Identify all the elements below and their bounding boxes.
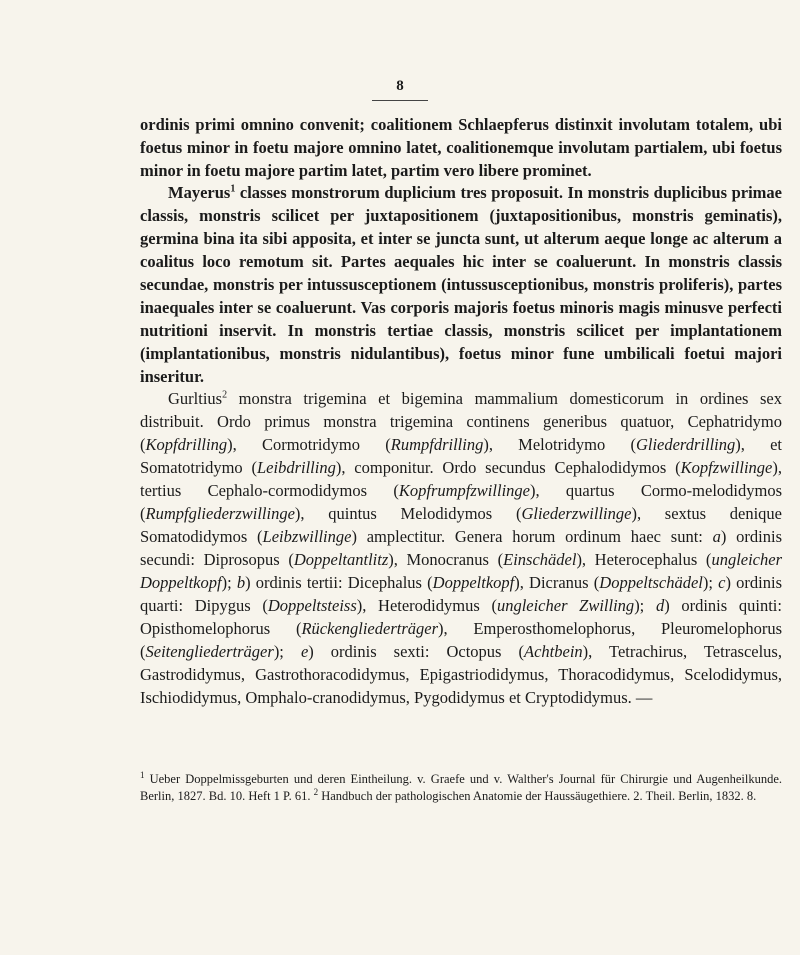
text-run: ), Heterocephalus (: [576, 550, 712, 569]
text-run: ), componitur. Ordo secundus Cephalodidymos (: [335, 458, 681, 477]
german-term: Einschädel: [503, 550, 577, 569]
german-term: Rückengliederträger: [301, 619, 439, 638]
list-marker: b: [236, 573, 246, 592]
german-term: Doppeltschädel: [599, 573, 703, 592]
text-run: );: [702, 573, 719, 592]
footnote-ref-2: 2: [222, 389, 228, 401]
text-run: ) ordinis quarti: Dipygus (: [140, 573, 782, 615]
page-number: 8: [396, 78, 404, 94]
text-run: ) amplectitur. Genera horum ordinum haec sunt:: [351, 527, 713, 546]
german-term: Leibzwillinge: [262, 527, 352, 546]
german-term: Gliederzwillinge: [521, 504, 632, 523]
text-run: ), Cormotridymo (: [227, 435, 391, 454]
paragraph-1: ordinis primi omnino convenit; coalitionem Schlaepferus distinxit involutam totalem, ubi foetus minor in foetu majore omnino latet, coalitionemque involutam partialem, ubi foetus minor in foetu majore partim latet, partim vero libere prominet.: [140, 115, 782, 180]
german-term: Seitengliederträger: [145, 642, 274, 661]
text-run: ), tertius Cephalo-cormodidymos (: [140, 458, 782, 500]
text-run: ), sextus denique Somatodidymos (: [140, 504, 782, 546]
paragraph-2-text: classes monstrorum duplicium tres proposuit. In monstris duplicibus primae classis, monstris scilicet per juxtapositionem (juxtapositionibus, monstris geminatis), germina bina ita sibi apposita, et inter se juncta sunt, ut alterum aeque longe ac alterum a coalitus loco remotum sit. Partes aequales hic inter se coaluerunt. In monstris classis secundae, monstris per intussusceptionem (intussusceptionibus, monstris proliferis), partes inaequales inter se coaluerunt. Vas corporis majoris foetus minoris magis minusve perfecti nutritioni inservit. In monstris tertiae classis, monstris scilicet per implantationem (implantationibus, monstris nidulantibus), foetus minor fune umbilicali foetui majori inseritur.: [140, 183, 782, 386]
text-run: ), Tetrachirus, Tetrascelus, Gastrodidymus, Gastrothoracodidymus, Epigastriodidymus, Thoracodidymus, Scelodidymus, Ischiodidymus, Omphalo-cranodidymus, Pygodidymus et Cryptodidymus. —: [140, 642, 782, 707]
author-mayerus: Mayerus: [168, 183, 231, 202]
text-run: ) ordinis sexti: Octopus (: [308, 642, 525, 661]
german-term: Doppeltantlitz: [293, 550, 389, 569]
footnote-marker-1: 1: [140, 769, 145, 780]
text-run: );: [634, 596, 656, 615]
text-run: ) ordinis secundi: Diprosopus (: [140, 527, 782, 569]
text-run: ), Melotridymo (: [483, 435, 636, 454]
list-marker: c: [718, 573, 726, 592]
german-term: Rumpfdrilling: [390, 435, 484, 454]
footnotes: [140, 771, 782, 805]
paragraph-3: [140, 387, 782, 709]
german-term: ungleicher Zwilling: [496, 596, 635, 615]
text-run: ), quartus Cormo-melodidymos (: [140, 481, 782, 523]
german-term: Doppeltkopf: [432, 573, 515, 592]
text-run: ), Emperosthomelophorus, Pleuromelophorus (: [140, 619, 782, 661]
list-marker: a: [712, 527, 721, 546]
text-run: ), et Somatotridymo (: [140, 435, 782, 477]
footnote-1-text: Ueber Doppelmissgeburten und deren Eintheilung. v. Graefe und v. Walther's Journal für Chirurgie und Augenheilkunde. Berlin, 1827. Bd. 10. Heft 1 P. 61.: [140, 772, 782, 803]
text-run: ), Monocranus (: [388, 550, 504, 569]
german-term: ungleicher Doppeltkopf: [140, 550, 782, 592]
text-run: );: [273, 642, 301, 661]
footnote-ref-1: 1: [230, 183, 236, 195]
author-gurltius: Gurltius: [168, 389, 223, 408]
text-run: ) ordinis quinti: Opisthomelophorus (: [140, 596, 782, 638]
german-term: Leibdrilling: [257, 458, 336, 477]
german-term: Kopfdrilling: [145, 435, 228, 454]
german-term: Kopfrumpfzwillinge: [398, 481, 530, 500]
text-run: ), quintus Melodidymos (: [294, 504, 522, 523]
page-number-rule: [372, 100, 428, 101]
footnote-marker-2: 2: [313, 786, 319, 797]
german-term: Doppeltsteiss: [267, 596, 357, 615]
german-term: Gliederdrilling: [635, 435, 736, 454]
list-marker: e: [300, 642, 309, 661]
list-marker: d: [655, 596, 665, 615]
text-run: ), Dicranus (: [514, 573, 600, 592]
german-term: Achtbein: [524, 642, 583, 661]
footnote-2-text: Handbuch der pathologischen Anatomie der Haussäugethiere. 2. Theil. Berlin, 1832. 8.: [318, 789, 757, 803]
german-term: Rumpfgliederzwillinge: [145, 504, 295, 523]
text-run: ), Heterodidymus (: [356, 596, 497, 615]
text-run: ) ordinis tertii: Dicephalus (: [245, 573, 433, 592]
text-run: );: [221, 573, 237, 592]
paragraph-2: [140, 181, 782, 388]
text-run: monstra trigemina et bigemina mammalium domesticorum in ordines sex distribuit. Ordo primus monstra trigemina continens generibus quatuor, Cephatridymo (: [140, 389, 782, 454]
german-term: Kopfzwillinge: [680, 458, 773, 477]
